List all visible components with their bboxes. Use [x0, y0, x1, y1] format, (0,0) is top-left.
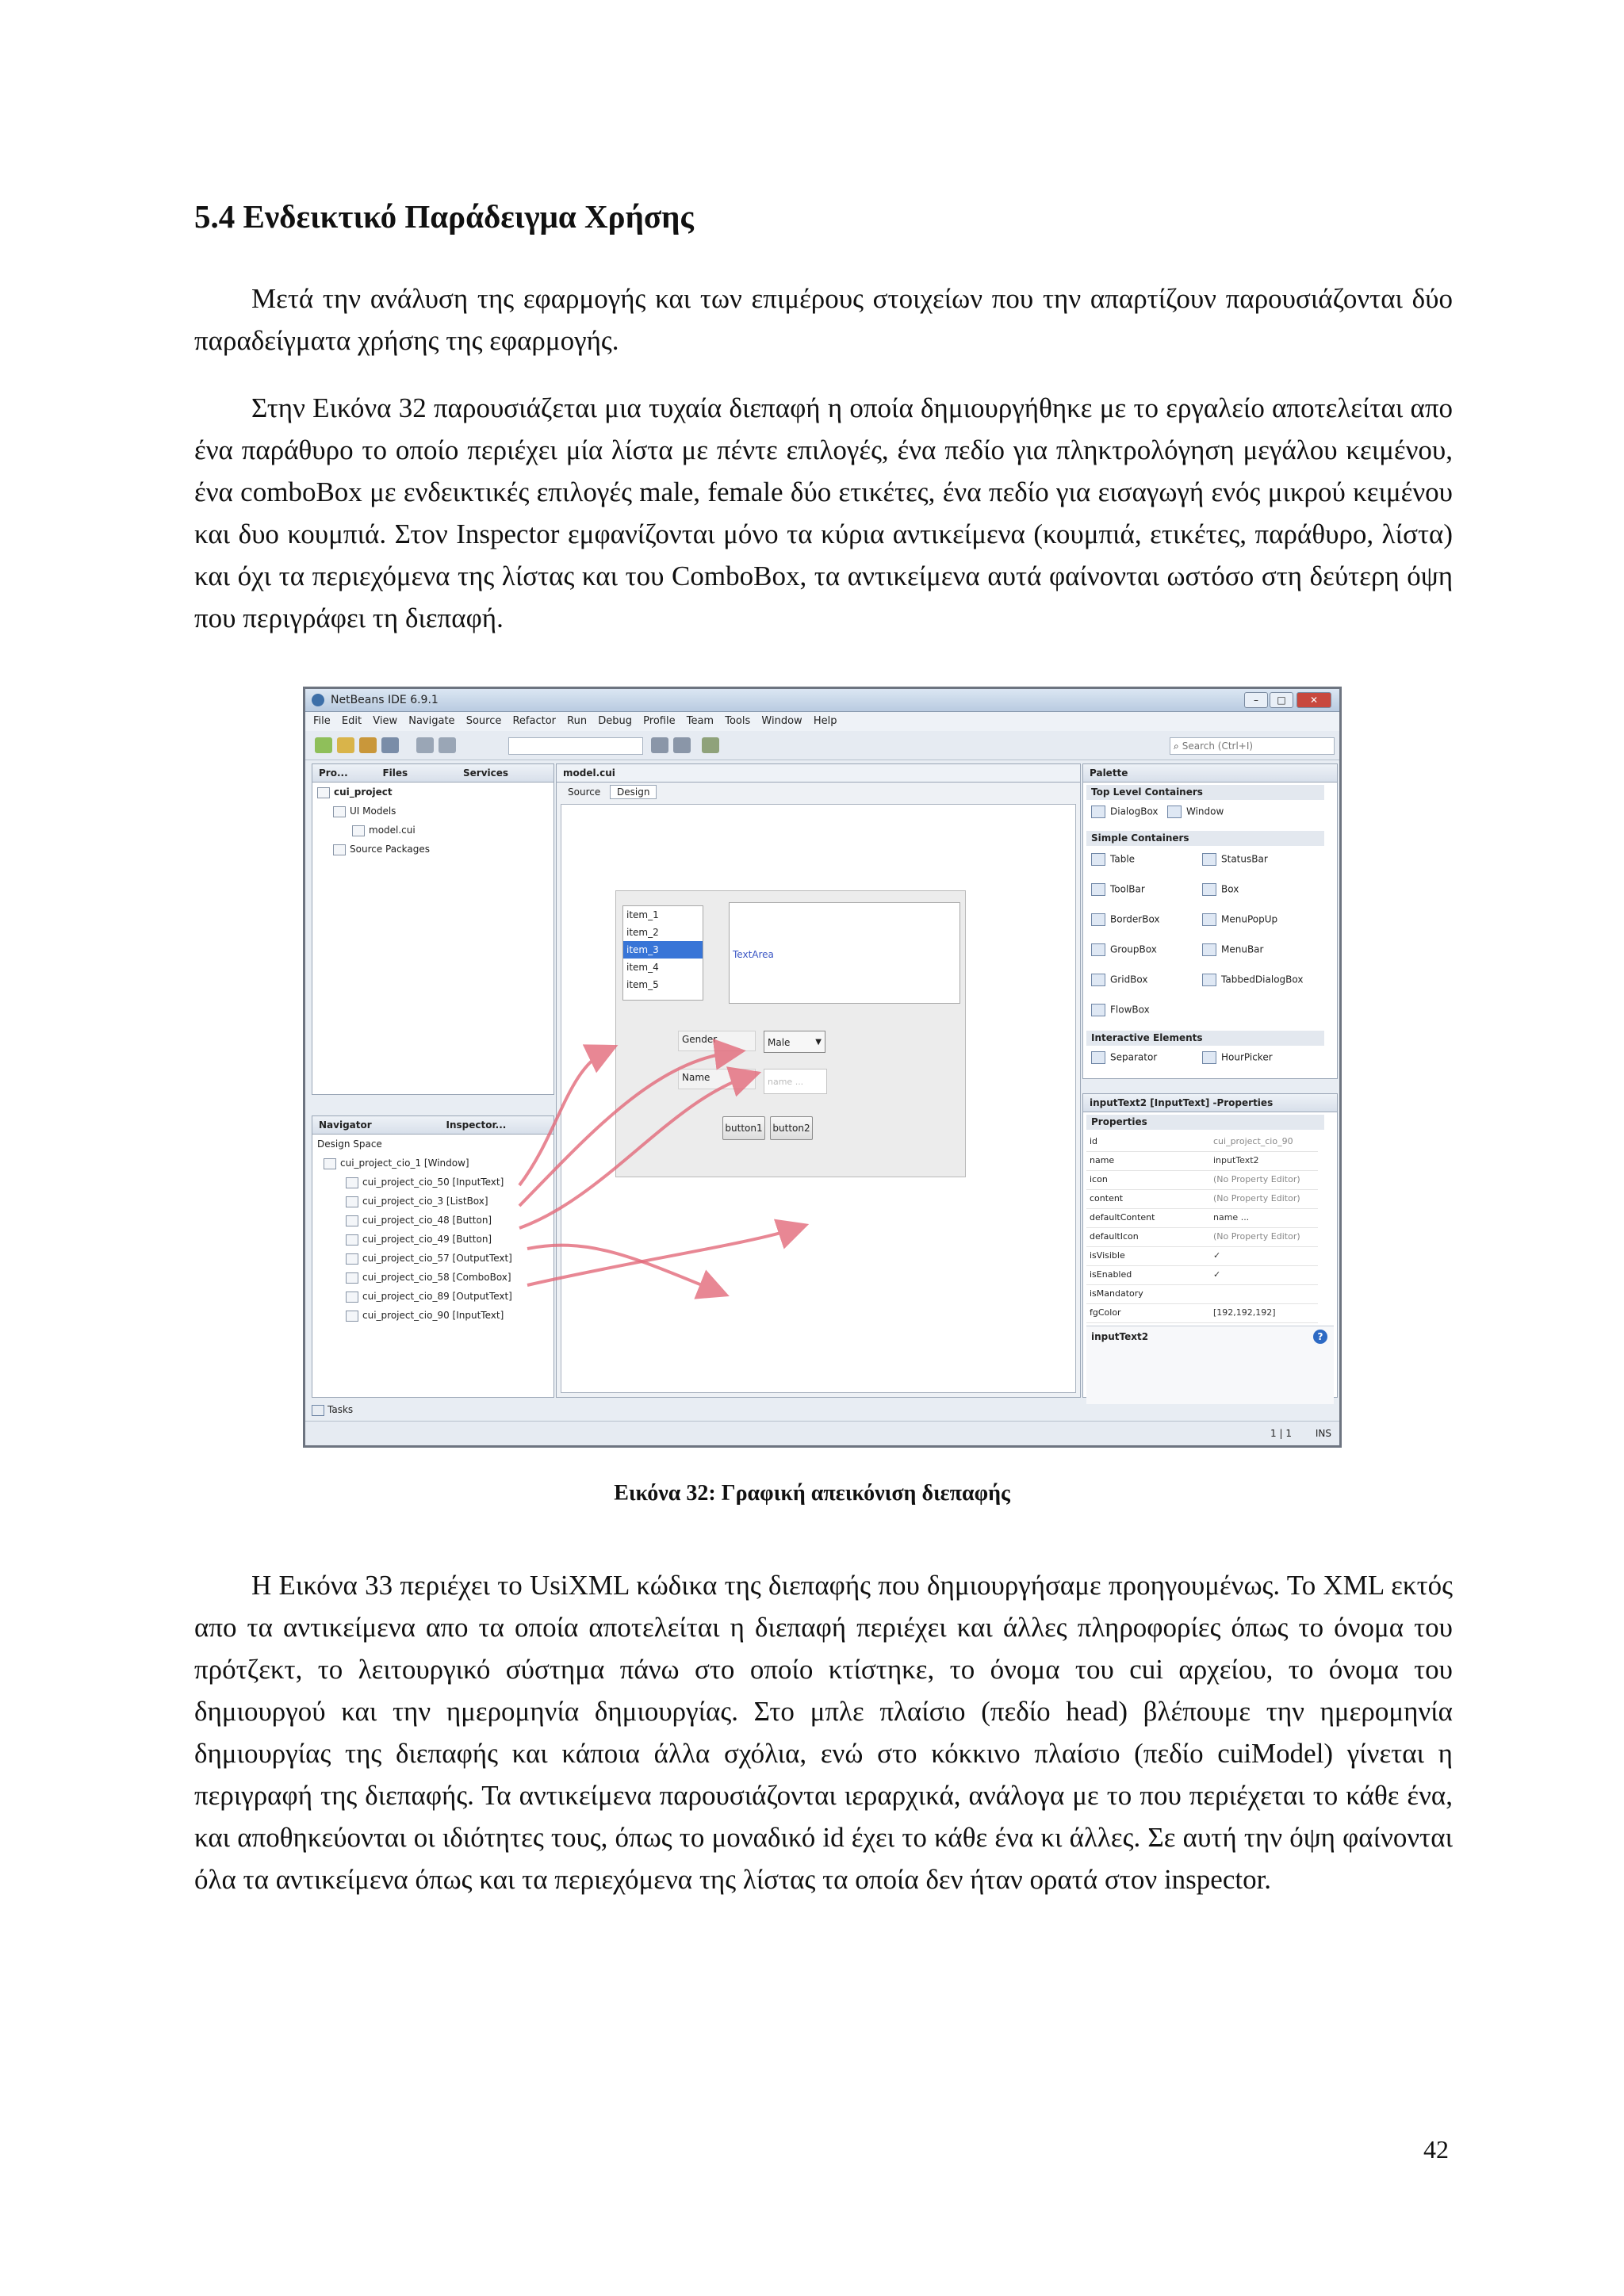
menu-file[interactable]: File: [313, 715, 331, 727]
property-row[interactable]: isVisible ✓: [1086, 1246, 1318, 1266]
minimize-icon[interactable]: –: [1244, 692, 1268, 708]
property-row[interactable]: fgColor [192,192,192]: [1086, 1303, 1318, 1323]
inspector-item[interactable]: cui_project_cio_49 [Button]: [346, 1234, 492, 1246]
palette-item-window[interactable]: Window: [1167, 806, 1224, 818]
netbeans-screenshot: [303, 687, 1342, 1448]
property-row[interactable]: icon (No Property Editor): [1086, 1170, 1318, 1190]
palette-item-separator[interactable]: Separator: [1091, 1051, 1157, 1064]
inspector-item[interactable]: Design Space: [317, 1138, 382, 1150]
chevron-down-icon: ▼: [815, 1038, 822, 1047]
window-title: NetBeans IDE 6.9.1: [331, 694, 439, 706]
menu-source[interactable]: Source: [465, 715, 502, 727]
palette-item-dialogbox[interactable]: DialogBox: [1091, 806, 1159, 818]
properties-footer: inputText2: [1091, 1331, 1149, 1342]
figure-caption: Εικόνα 32: Γραφική απεικόνιση διεπαφής: [614, 1481, 1010, 1506]
inspector-item[interactable]: cui_project_cio_50 [InputText]: [346, 1177, 504, 1188]
menu-tools[interactable]: Tools: [725, 715, 751, 727]
paragraph-intro: Μετά την ανάλυση της εφαρμογής και των επιμέρους στοιχείων που την απαρτίζουν παρουσιάζονται δύο παραδείγματα χρήσης της εφαρμογής.: [194, 283, 1453, 356]
tab-files[interactable]: Files: [382, 767, 408, 779]
tab-model-cui[interactable]: model.cui: [563, 767, 615, 779]
property-row[interactable]: content (No Property Editor): [1086, 1189, 1318, 1209]
palette-item-menubar[interactable]: MenuBar: [1202, 943, 1263, 956]
insert-mode: INS: [1315, 1428, 1331, 1439]
tree-item-ui-models[interactable]: UI Models: [333, 806, 396, 817]
tab-design[interactable]: Design: [610, 785, 657, 799]
property-row[interactable]: isEnabled ✓: [1086, 1265, 1318, 1285]
paragraph-figure-description: Στην Εικόνα 32 παρουσιάζεται μια τυχαία διεπαφή η οποία δημιουργήθηκε με το εργαλείο αποτελείται απο ένα παράθυρο το οποίο περιέχει μία λίστα με πέντε επιλογές, ένα πεδίο για πληκτρολόγηση μεγάλου κειμένου, ένα comboBox με ενδεικτικές επιλογές male, female δύο ετικέτες, ένα πεδίο για εισαγωγή ενός μικρού κειμένου και δυο κουμπιά. Στον Inspector εμφανίζονται μόνο τα κύρια αντικείμενα (κουμπιά, ετικέτες, παράθυρο, λίστα) και όχι τα περιεχόμενα της λίστας και του ComboBox, τα αντικείμενα αυτά φαίνονται ωστόσο στη δεύτερη όψη που περιγράφει τη διεπαφή.: [194, 392, 1453, 633]
annotation-arrows: [305, 689, 1339, 1445]
section-heading: 5.4 Ενδεικτικό Παράδειγμα Χρήσης: [194, 198, 694, 235]
name-input[interactable]: name ...: [764, 1069, 827, 1094]
palette-item-tabbeddialogbox[interactable]: TabbedDialogBox: [1202, 974, 1303, 986]
tab-source[interactable]: Source: [568, 786, 601, 798]
property-row[interactable]: defaultContent name ...: [1086, 1208, 1318, 1228]
maximize-icon[interactable]: □: [1270, 692, 1293, 708]
text-area[interactable]: TextArea: [729, 902, 960, 1004]
palette-item-toolbar[interactable]: ToolBar: [1091, 883, 1145, 896]
list-item[interactable]: item_1: [626, 909, 659, 920]
list-item[interactable]: item_5: [626, 979, 659, 990]
palette-item-borderbox[interactable]: BorderBox: [1091, 913, 1160, 926]
palette-item-gridbox[interactable]: GridBox: [1091, 974, 1148, 986]
inspector-item[interactable]: cui_project_cio_57 [OutputText]: [346, 1253, 512, 1265]
caret-position: 1 | 1: [1270, 1428, 1292, 1439]
tree-item-model-cui[interactable]: model.cui: [352, 825, 416, 836]
palette-item-groupbox[interactable]: GroupBox: [1091, 943, 1157, 956]
page-number: 42: [1423, 2135, 1449, 2164]
arrow-input: [527, 1228, 797, 1285]
tree-item-source-packages[interactable]: Source Packages: [333, 844, 430, 855]
menu-debug[interactable]: Debug: [598, 715, 633, 727]
tab-services[interactable]: Services: [463, 767, 509, 779]
menu-profile[interactable]: Profile: [643, 715, 676, 727]
inspector-item[interactable]: cui_project_cio_3 [ListBox]: [346, 1196, 488, 1207]
search-icon: ⌕: [1174, 740, 1179, 752]
tab-inspector[interactable]: Inspector...: [446, 1119, 507, 1131]
gender-label: Gender: [678, 1031, 756, 1051]
palette-item-menupopup[interactable]: MenuPopUp: [1202, 913, 1277, 926]
inspector-item[interactable]: cui_project_cio_90 [InputText]: [346, 1310, 504, 1322]
checkbox-checked: ✓: [1213, 1250, 1221, 1261]
menu-team[interactable]: Team: [686, 715, 714, 727]
help-icon[interactable]: ?: [1313, 1330, 1327, 1344]
checkbox-checked: ✓: [1213, 1269, 1221, 1280]
property-row[interactable]: id cui_project_cio_90: [1086, 1132, 1318, 1152]
palette-item-box[interactable]: Box: [1202, 883, 1239, 896]
menu-edit[interactable]: Edit: [341, 715, 362, 727]
inspector-item[interactable]: cui_project_cio_1 [Window]: [324, 1158, 469, 1169]
button1[interactable]: button1: [722, 1116, 765, 1140]
palette-section-simple[interactable]: Simple Containers: [1086, 831, 1324, 846]
palette-item-table[interactable]: Table: [1091, 853, 1135, 866]
arrow-combobox: [519, 1076, 749, 1228]
menu-window[interactable]: Window: [761, 715, 802, 727]
list-item[interactable]: item_3: [623, 941, 703, 959]
menu-navigate[interactable]: Navigate: [408, 715, 455, 727]
menu-run[interactable]: Run: [567, 715, 588, 727]
properties-title: inputText2 [InputText] -Properties: [1090, 1097, 1274, 1108]
arrow-listbox: [519, 1050, 607, 1185]
palette-title: Palette: [1090, 767, 1128, 779]
name-label: Name: [678, 1069, 756, 1089]
menu-help[interactable]: Help: [813, 715, 837, 727]
gender-combo-box[interactable]: Male ▼: [764, 1031, 825, 1053]
property-row[interactable]: isMandatory: [1086, 1284, 1318, 1304]
button2[interactable]: button2: [770, 1116, 813, 1140]
menu-view[interactable]: View: [373, 715, 398, 727]
inspector-item[interactable]: cui_project_cio_89 [OutputText]: [346, 1291, 512, 1303]
tab-navigator[interactable]: Navigator: [319, 1119, 372, 1131]
palette-item-statusbar[interactable]: StatusBar: [1202, 853, 1268, 866]
paragraph-usixml: Η Εικόνα 33 περιέχει το UsiXML κώδικα της διεπαφής που δημιουργήσαμε προηγουμένως. Το XML εκτός απο τα αντικείμενα απο τα οποία αποτελείται η διεπαφή περιέχει και άλλες πληροφορίες όπως το όνομα του πρότζεκτ, το λειτουργικό σύστημα πάνω στο οποίο κτίστηκε, το όνομα του cui αρχείου, το όνομα του δημιουργού και την ημερομηνία δημιουργίας. Στο μπλε πλαίσιο (πεδίο head) βλέπουμε την ημερομηνία δημιουργίας της διεπαφής και κάποια άλλα σχόλια, ενώ στο κόκκινο πλαίσιο (πεδίο cuiModel) γίνεται η περιγραφή της διεπαφής. Τα αντικείμενα παρουσιάζονται ιεραρχικά, ανάλογα με το που περιέχεται το κάθε ένα, και αποθηκεύονται οι ιδιότητες τους, όπως το μοναδικό id έχει το κάθε ένα κι άλλες. Σε αυτή την όψη φαίνονται όλα τα αντικείμενα όπως και τα περιεχόμενα της λίστας τα οποία δεν ήταν ορατά στον inspector.: [194, 1570, 1453, 1895]
list-item[interactable]: item_4: [626, 962, 659, 973]
list-item[interactable]: item_2: [626, 927, 659, 938]
property-row[interactable]: defaultIcon (No Property Editor): [1086, 1227, 1318, 1247]
close-icon[interactable]: ✕: [1297, 692, 1331, 708]
property-row[interactable]: name inputText2: [1086, 1151, 1318, 1171]
tab-projects[interactable]: Pro...: [319, 767, 348, 779]
palette-item-flowbox[interactable]: FlowBox: [1091, 1004, 1150, 1016]
tasks-bar[interactable]: Tasks: [312, 1401, 1338, 1418]
inspector-item[interactable]: cui_project_cio_58 [ComboBox]: [346, 1272, 511, 1284]
palette-section-top-level[interactable]: Top Level Containers: [1086, 785, 1324, 800]
inspector-item[interactable]: cui_project_cio_48 [Button]: [346, 1215, 492, 1226]
palette-section-interactive[interactable]: Interactive Elements: [1086, 1031, 1324, 1046]
palette-item-hourpicker[interactable]: HourPicker: [1202, 1051, 1273, 1064]
properties-section[interactable]: Properties: [1086, 1115, 1324, 1130]
menu-refactor[interactable]: Refactor: [512, 715, 557, 727]
tree-item-project[interactable]: cui_project: [317, 786, 393, 798]
search-input[interactable]: ⌕ Search (Ctrl+I): [1170, 737, 1335, 755]
